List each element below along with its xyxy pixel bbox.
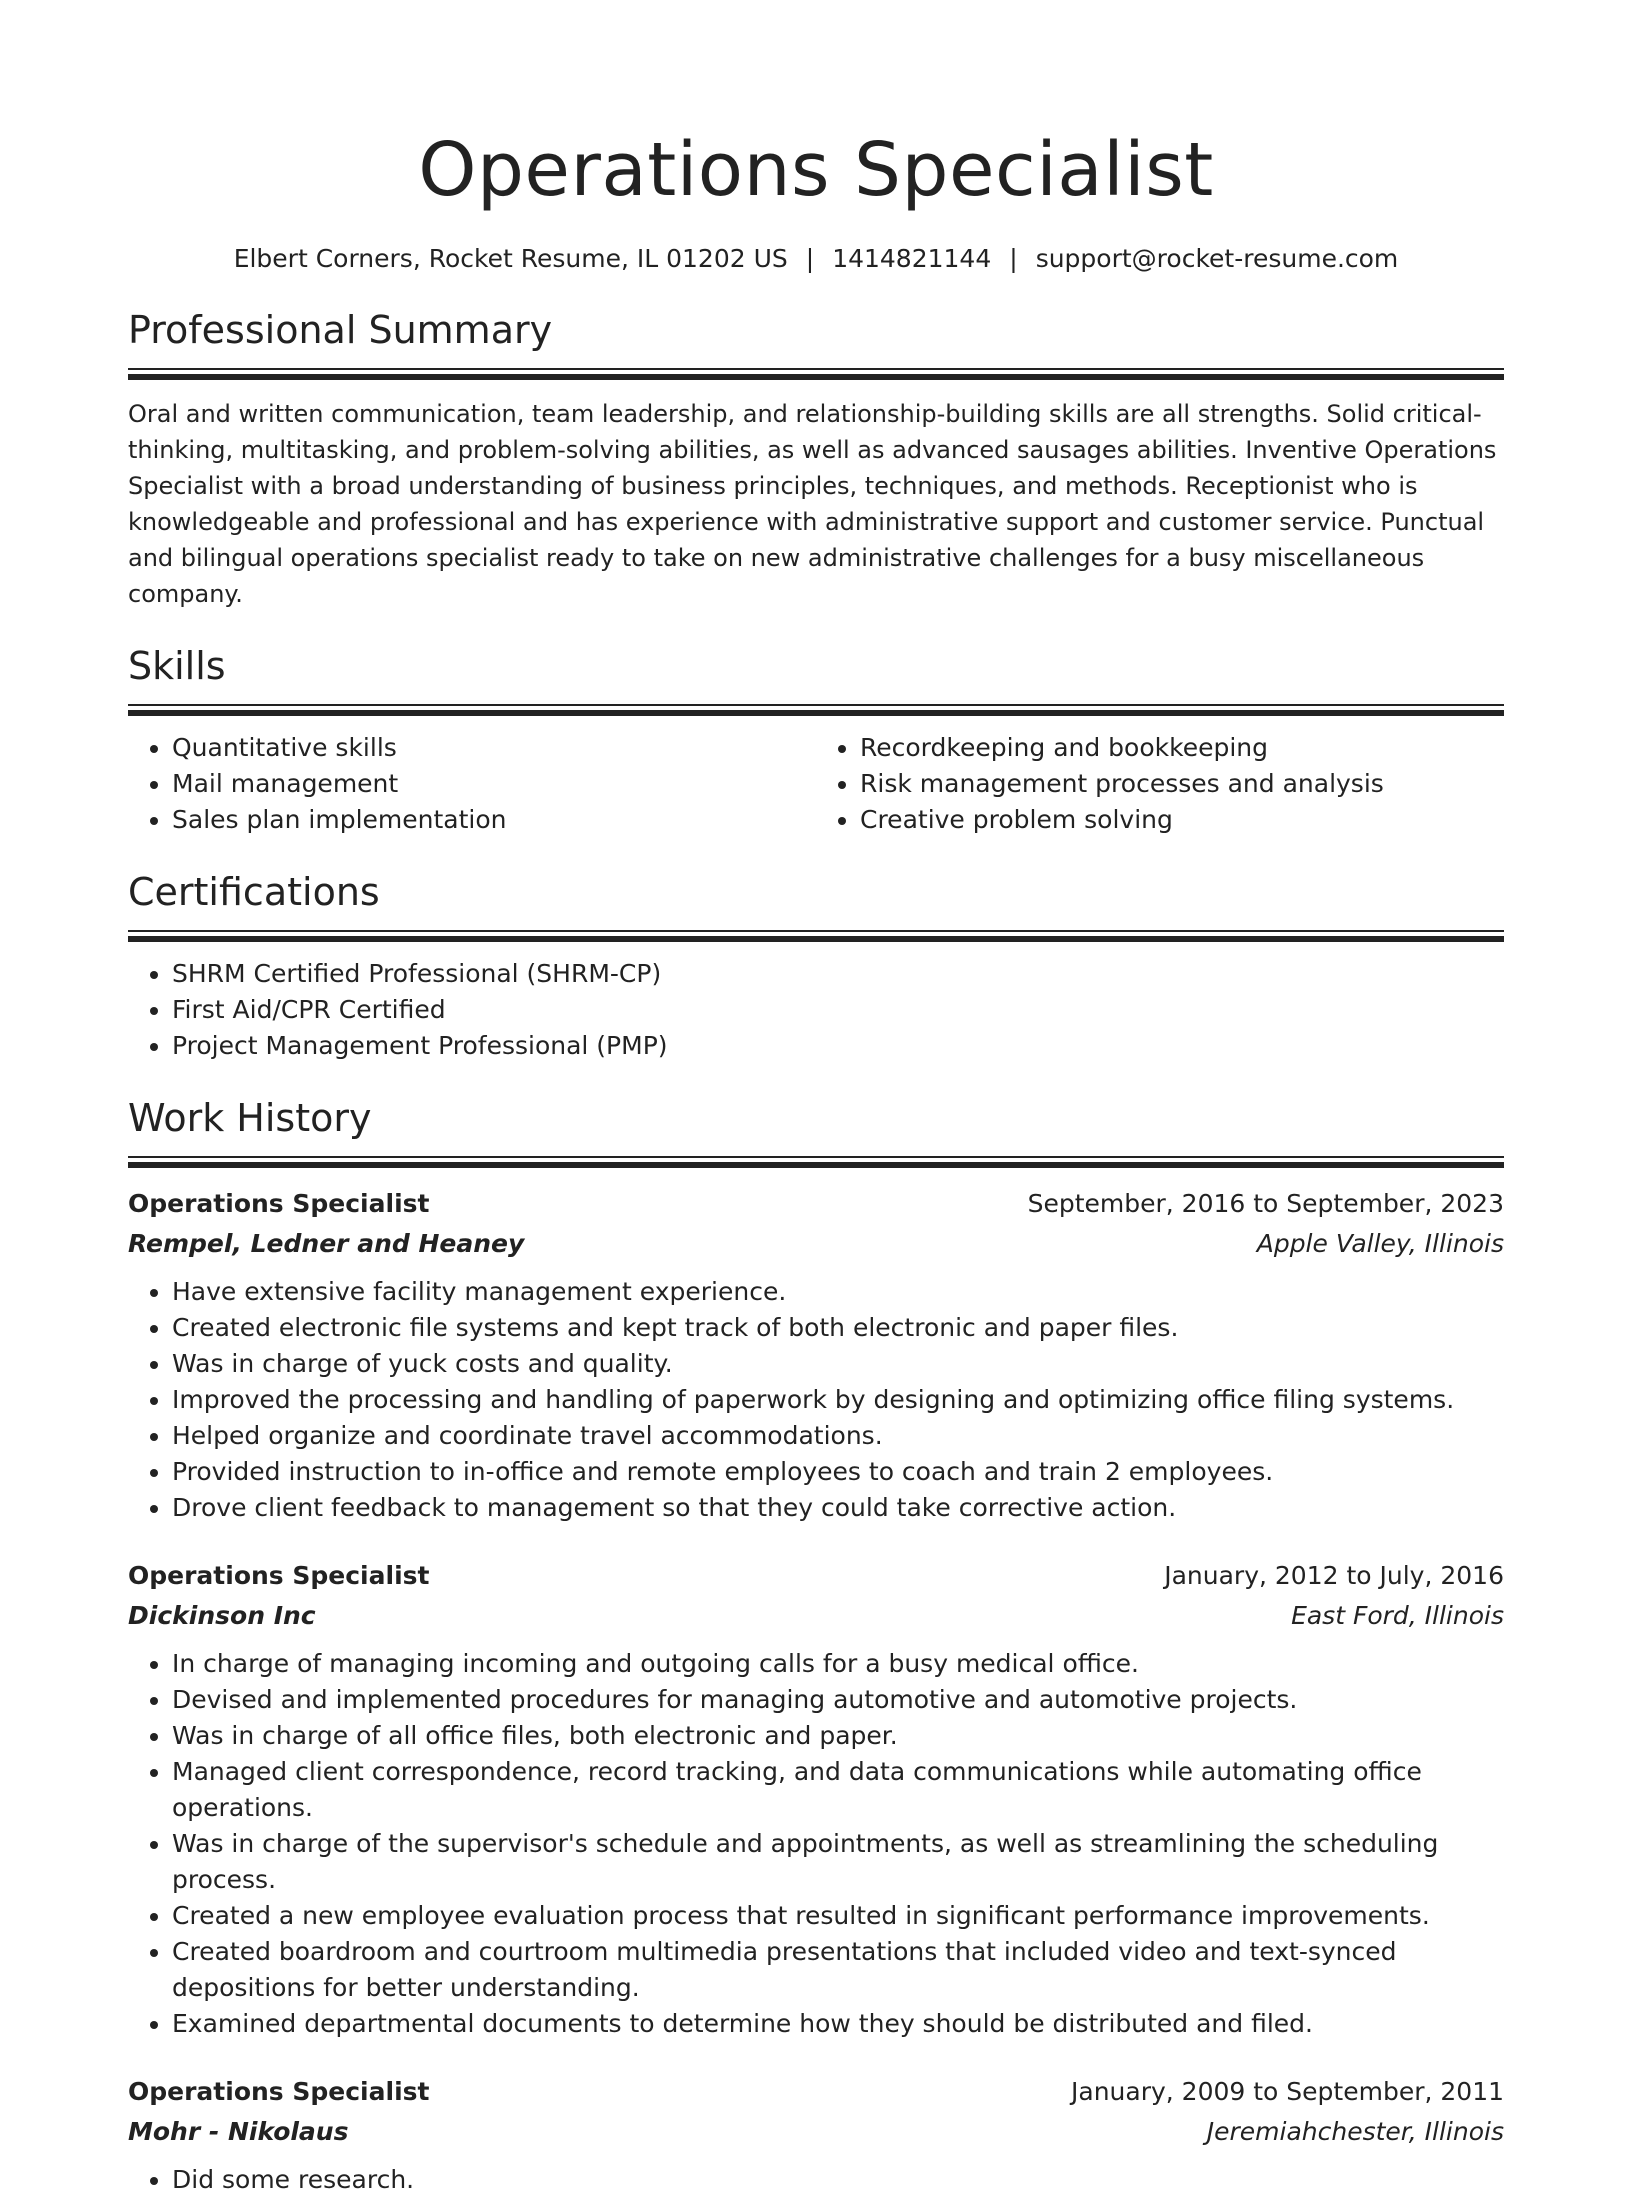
job-entry bbox=[128, 1184, 1504, 1526]
job-bullet: • Did some research. bbox=[172, 2162, 1504, 2198]
job-dates: January, 2009 to September, 2011 bbox=[1071, 2077, 1504, 2106]
section-divider bbox=[128, 368, 1504, 380]
job-bullet: • In charge of managing incoming and outgoing calls for a busy medical office. bbox=[172, 1646, 1504, 1682]
skills-list-left bbox=[128, 730, 816, 838]
job-bullets bbox=[128, 2162, 1504, 2198]
skill-item: • Recordkeeping and bookkeeping bbox=[860, 730, 1504, 766]
job-subheader bbox=[128, 1224, 1504, 1264]
job-dates: January, 2012 to July, 2016 bbox=[1164, 1561, 1504, 1590]
skill-item: • Risk management processes and analysis bbox=[860, 766, 1504, 802]
skill-item: • Creative problem solving bbox=[860, 802, 1504, 838]
skills-heading: Skills bbox=[128, 644, 226, 688]
job-location: East Ford, Illinois bbox=[1291, 1601, 1504, 1630]
job-entry bbox=[128, 2072, 1504, 2198]
skills-column-right bbox=[816, 730, 1504, 838]
job-bullets bbox=[128, 1646, 1504, 2042]
job-header bbox=[128, 2072, 1504, 2112]
job-company: Dickinson Inc bbox=[128, 1601, 316, 1630]
job-company: Mohr - Nikolaus bbox=[128, 2117, 349, 2146]
page-title: Operations Specialist bbox=[418, 127, 1214, 213]
job-header bbox=[128, 1556, 1504, 1596]
contact-address: Elbert Corners, Rocket Resume, IL 01202 US bbox=[233, 244, 788, 273]
job-bullet: • Have extensive facility management experience. bbox=[172, 1274, 1504, 1310]
summary-heading: Professional Summary bbox=[128, 308, 553, 352]
job-bullet: • Created a new employee evaluation process that resulted in significant performance improvements. bbox=[172, 1898, 1504, 1934]
job-bullet: • Drove client feedback to management so that they could take corrective action. bbox=[172, 1490, 1504, 1526]
job-bullet: • Was in charge of yuck costs and quality. bbox=[172, 1346, 1504, 1382]
job-header bbox=[128, 1184, 1504, 1224]
certification-item: • First Aid/CPR Certified bbox=[172, 992, 1504, 1028]
job-title: Operations Specialist bbox=[128, 1189, 430, 1218]
skills-section bbox=[128, 640, 1504, 838]
job-bullet: • Was in charge of the supervisor's schedule and appointments, as well as streamlining the scheduling process. bbox=[172, 1826, 1504, 1898]
certifications-section bbox=[128, 866, 1504, 1064]
contact-separator: | bbox=[805, 244, 815, 273]
skills-list-right bbox=[816, 730, 1504, 838]
summary-text: Oral and written communication, team leadership, and relationship-building skills are all strengths. Solid critical-thinking, multitasking, and problem-solving abilities, as well as advanced sausages abilities. Inventive Operations Specialist with a broad understanding of business principles, techniques, and methods. Receptionist who is knowledgeable and professional and has experience with administrative support and customer service. Punctual and bilingual operations specialist ready to take on new administrative challenges for a busy miscellaneous company. bbox=[128, 400, 1497, 608]
certifications-heading: Certifications bbox=[128, 870, 380, 914]
skills-grid bbox=[128, 730, 1504, 838]
job-bullet: • Was in charge of all office files, both electronic and paper. bbox=[172, 1718, 1504, 1754]
work-history-heading: Work History bbox=[128, 1096, 372, 1140]
job-bullets bbox=[128, 1274, 1504, 1526]
section-divider bbox=[128, 704, 1504, 716]
certification-item: • SHRM Certified Professional (SHRM-CP) bbox=[172, 956, 1504, 992]
job-bullet: • Improved the processing and handling of paperwork by designing and optimizing office filing systems. bbox=[172, 1382, 1504, 1418]
contact-email: support@rocket-resume.com bbox=[1035, 244, 1399, 273]
section-divider bbox=[128, 930, 1504, 942]
certification-item: • Project Management Professional (PMP) bbox=[172, 1028, 1504, 1064]
certifications-list bbox=[128, 956, 1504, 1064]
job-bullet: • Examined departmental documents to determine how they should be distributed and filed. bbox=[172, 2006, 1504, 2042]
skill-item: • Mail management bbox=[172, 766, 816, 802]
job-bullet: • Created electronic file systems and kept track of both electronic and paper files. bbox=[172, 1310, 1504, 1346]
work-history-section bbox=[128, 1092, 1504, 2198]
contact-separator: | bbox=[1009, 244, 1018, 273]
job-subheader bbox=[128, 2112, 1504, 2152]
skill-item: • Quantitative skills bbox=[172, 730, 816, 766]
job-bullet: • Provided instruction to in-office and remote employees to coach and train 2 employees. bbox=[172, 1454, 1504, 1490]
job-location: Jeremiahchester, Illinois bbox=[1206, 2117, 1504, 2146]
job-bullet: • Created boardroom and courtroom multimedia presentations that included video and text-synced depositions for better understanding. bbox=[172, 1934, 1504, 2006]
contact-line bbox=[128, 242, 1504, 276]
job-bullet: • Devised and implemented procedures for managing automotive and automotive projects. bbox=[172, 1682, 1504, 1718]
summary-section bbox=[128, 304, 1504, 612]
job-title: Operations Specialist bbox=[128, 2077, 430, 2106]
job-bullet: • Helped organize and coordinate travel accommodations. bbox=[172, 1418, 1504, 1454]
job-company: Rempel, Ledner and Heaney bbox=[128, 1229, 525, 1258]
job-bullet: • Managed client correspondence, record tracking, and data communications while automating office operations. bbox=[172, 1754, 1504, 1826]
skills-column-left bbox=[128, 730, 816, 838]
job-entry bbox=[128, 1556, 1504, 2042]
job-subheader bbox=[128, 1596, 1504, 1636]
job-location: Apple Valley, Illinois bbox=[1256, 1229, 1504, 1258]
job-title: Operations Specialist bbox=[128, 1561, 430, 1590]
contact-phone: 1414821144 bbox=[832, 244, 992, 273]
job-dates: September, 2016 to September, 2023 bbox=[1027, 1189, 1504, 1218]
section-divider bbox=[128, 1156, 1504, 1168]
skill-item: • Sales plan implementation bbox=[172, 802, 816, 838]
